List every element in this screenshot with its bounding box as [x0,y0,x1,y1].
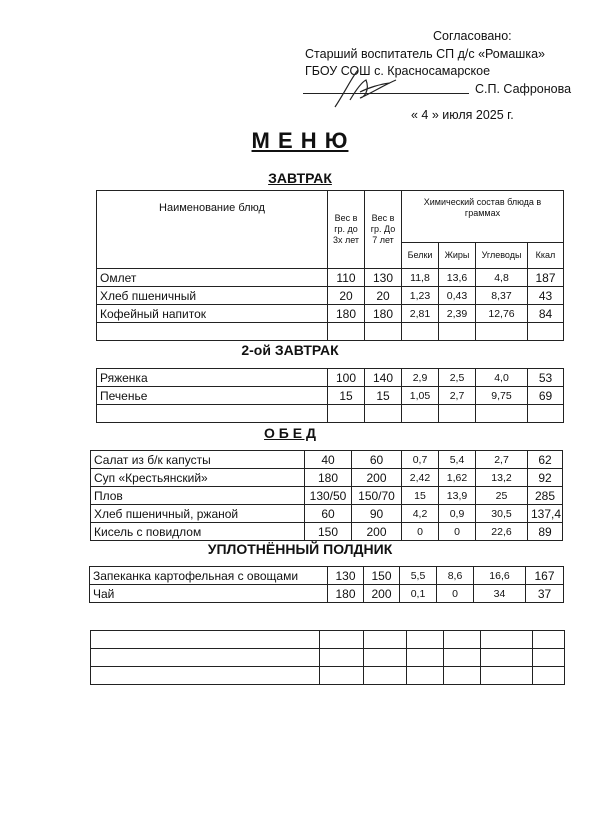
table-row [97,369,564,387]
header-fats: Жиры [439,243,476,269]
cell-fats: 1,62 [439,469,476,487]
cell-kcal: 187 [528,269,564,287]
cell-kcal: 92 [528,469,563,487]
cell-kcal: 37 [526,585,564,603]
cell-carbs: 8,37 [476,287,528,305]
cell-proteins: 2,42 [402,469,439,487]
snack-table [89,566,564,603]
cell-dish-name: Чай [90,585,328,603]
table-row [90,585,564,603]
cell-carbs: 30,5 [476,505,528,523]
cell-dish-name: Суп «Крестьянский» [91,469,305,487]
cell-weight-3: 150 [305,523,352,541]
breakfast2-rows [97,369,564,405]
approval-position: Старший воспитатель СП д/с «Ромашка» [305,47,545,61]
cell-weight-3: 40 [305,451,352,469]
empty-cell [320,649,364,667]
cell-weight-7: 200 [352,523,402,541]
cell-weight-7: 140 [365,369,402,387]
approval-date: « 4 » июля 2025 г. [411,108,514,122]
breakfast-rows [97,269,564,323]
cell-weight-3: 100 [328,369,365,387]
cell-carbs: 16,6 [474,567,526,585]
empty-cell [365,323,402,341]
cell-weight-7: 150/70 [352,487,402,505]
approval-signer: С.П. Сафронова [475,82,572,96]
cell-dish-name: Салат из б/к капусты [91,451,305,469]
cell-weight-3: 130/50 [305,487,352,505]
cell-proteins: 0,7 [402,451,439,469]
empty-cell [528,405,564,423]
empty-cell [364,667,407,685]
breakfast2-heading: 2-ой ЗАВТРАК [241,342,339,358]
cell-weight-3: 60 [305,505,352,523]
empty-cell [481,667,533,685]
header-dish-name: Наименование блюд [97,191,328,269]
cell-dish-name: Хлеб пшеничный [97,287,328,305]
lunch-rows [91,451,563,541]
empty-cell [528,323,564,341]
table-row [97,269,564,287]
cell-proteins: 5,5 [400,567,437,585]
table-row [91,487,563,505]
cell-fats: 0 [437,585,474,603]
cell-proteins: 1,23 [402,287,439,305]
cell-weight-7: 15 [365,387,402,405]
table-row [97,287,564,305]
breakfast-heading: ЗАВТРАК [268,170,332,186]
empty-cell [407,667,444,685]
cell-kcal: 285 [528,487,563,505]
cell-carbs: 4,0 [476,369,528,387]
cell-proteins: 2,9 [402,369,439,387]
cell-weight-3: 180 [328,305,365,323]
cell-dish-name: Печенье [97,387,328,405]
empty-cell [407,631,444,649]
empty-cell [91,667,320,685]
cell-dish-name: Плов [91,487,305,505]
cell-carbs: 25 [476,487,528,505]
cell-weight-7: 200 [352,469,402,487]
empty-cell [364,631,407,649]
empty-cell [91,631,320,649]
cell-carbs: 4,8 [476,269,528,287]
cell-kcal: 62 [528,451,563,469]
empty-cell [444,631,481,649]
cell-kcal: 84 [528,305,564,323]
cell-dish-name: Кофейный напиток [97,305,328,323]
cell-dish-name: Хлеб пшеничный, ржаной [91,505,305,523]
table-row [91,523,563,541]
snack-rows [90,567,564,603]
cell-fats: 0,43 [439,287,476,305]
cell-weight-3: 110 [328,269,365,287]
menu-title: М Е Н Ю [251,128,349,153]
approval-heading: Согласовано: [433,29,512,43]
empty-cell [533,649,565,667]
cell-kcal: 137,4 [528,505,563,523]
empty-cell [320,667,364,685]
header-kcal: Ккал [528,243,564,269]
empty-cell [533,667,565,685]
cell-proteins: 11,8 [402,269,439,287]
empty-cell [481,649,533,667]
empty-cell [91,649,320,667]
cell-fats: 2,7 [439,387,476,405]
header-chem: Химический состав блюда в граммах [402,191,564,243]
empty-cell [533,631,565,649]
cell-weight-7: 150 [364,567,400,585]
empty-cell [444,649,481,667]
table-row [91,451,563,469]
cell-weight-7: 130 [365,269,402,287]
table-row [90,567,564,585]
cell-kcal: 167 [526,567,564,585]
cell-weight-7: 60 [352,451,402,469]
cell-dish-name: Ряженка [97,369,328,387]
empty-cell [444,667,481,685]
cell-carbs: 13,2 [476,469,528,487]
cell-fats: 2,5 [439,369,476,387]
cell-fats: 13,6 [439,269,476,287]
empty-cell [364,649,407,667]
cell-weight-7: 180 [365,305,402,323]
cell-fats: 8,6 [437,567,474,585]
cell-carbs: 2,7 [476,451,528,469]
empty-cell [407,649,444,667]
cell-fats: 5,4 [439,451,476,469]
lunch-heading: О Б Е Д [264,425,316,441]
cell-kcal: 53 [528,369,564,387]
cell-proteins: 15 [402,487,439,505]
cell-proteins: 0,1 [400,585,437,603]
cell-carbs: 9,75 [476,387,528,405]
empty-cell [328,405,365,423]
cell-dish-name: Запеканка картофельная с овощами [90,567,328,585]
signature [330,62,420,112]
cell-kcal: 89 [528,523,563,541]
empty-cell [365,405,402,423]
breakfast2-table [96,368,564,423]
cell-weight-7: 200 [364,585,400,603]
cell-carbs: 22,6 [476,523,528,541]
cell-fats: 2,39 [439,305,476,323]
cell-weight-3: 20 [328,287,365,305]
table-row [97,305,564,323]
empty-cell [97,405,328,423]
cell-proteins: 2,81 [402,305,439,323]
empty-cell [439,405,476,423]
header-carbs: Углеводы [476,243,528,269]
cell-carbs: 34 [474,585,526,603]
cell-weight-7: 90 [352,505,402,523]
cell-fats: 0,9 [439,505,476,523]
cell-weight-7: 20 [365,287,402,305]
header-weight-7: Вес в гр. До 7 лет [365,191,402,269]
empty-cell [402,405,439,423]
cell-fats: 0 [439,523,476,541]
table-row [91,505,563,523]
cell-dish-name: Кисель с повидлом [91,523,305,541]
table-row [97,387,564,405]
cell-fats: 13,9 [439,487,476,505]
cell-proteins: 1,05 [402,387,439,405]
approval-organization: ГБОУ СОШ с. Красносамарское [305,64,491,78]
cell-weight-3: 180 [305,469,352,487]
header-weight-3: Вес в гр. до 3х лет [328,191,365,269]
empty-cell [481,631,533,649]
empty-cell [439,323,476,341]
cell-kcal: 43 [528,287,564,305]
empty-cell [97,323,328,341]
empty-cell [402,323,439,341]
empty-cell [320,631,364,649]
header-proteins: Белки [402,243,439,269]
breakfast-table [96,190,564,341]
empty-cell [476,405,528,423]
cell-weight-3: 15 [328,387,365,405]
cell-carbs: 12,76 [476,305,528,323]
cell-weight-3: 130 [328,567,364,585]
cell-proteins: 0 [402,523,439,541]
blank-table [90,630,565,685]
empty-cell [476,323,528,341]
cell-weight-3: 180 [328,585,364,603]
table-row [91,469,563,487]
snack-heading: УПЛОТНЁННЫЙ ПОЛДНИК [207,541,393,557]
cell-dish-name: Омлет [97,269,328,287]
lunch-table [90,450,563,541]
cell-proteins: 4,2 [402,505,439,523]
cell-kcal: 69 [528,387,564,405]
empty-cell [328,323,365,341]
